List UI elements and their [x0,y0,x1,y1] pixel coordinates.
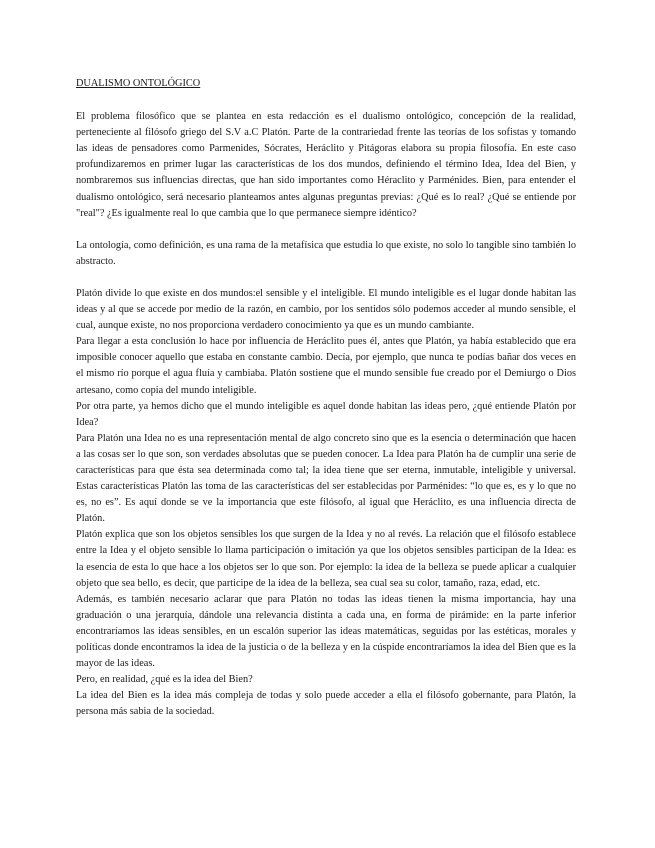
paragraph-hierarchy: Además, es también necesario aclarar que para Platón no todas las ideas tienen la misma importancia, hay una graduación o una jerarquía, dándole una relevancia distinta a cada una, en forma de pirámide: en la parte inferior encontraríamos las ideas sensibles, en un escalón superior las ideas matemáticas, seguidas por las estéticas, morales y políticas donde encontramos la idea de la justicia o de la belleza y en la cúspide encontraríamos la idea del Bien que es la mayor de las ideas. [76,593,576,670]
document-page [76,76,576,720]
paragraph-idea-question: Por otra parte, ya hemos dicho que el mundo inteligible es aquel donde habitan las ideas pero, ¿qué entiende Platón por Idea? [76,400,576,428]
paragraph-idea-definition: Para Platón una Idea no es una representación mental de algo concreto sino que es la esencia o determinación que hacen a las cosas ser lo que son, son verdades absolutas que se pueden conocer. La Idea para Platón ha de cumplir una serie de características para que ésta sea determinada como tal; la idea tiene que ser eterna, inmutable, inteligible y universal. Estas características Platón las toma de las características del ser establecidas por Parménides: “lo que es, es y lo que no es, no es”. Es aquí donde se ve la importancia que este filósofo, al igual que Heráclito, es una influencia directa de Platón. [76,432,576,525]
paragraph-ontology-definition: La ontología, como definición, es una rama de la metafísica que estudia lo que existe, no solo lo tangible sino también lo abstracto. [76,239,576,267]
document-title: DUALISMO ONTOLÓGICO [76,78,201,89]
paragraph-intro: El problema filosófico que se plantea en esta redacción es el dualismo ontológico, concepción de la realidad, perteneciente al filósofo griego del S.V a.C Platón. Parte de la contrariedad frente las teorías de los sofistas y tomando las ideas de pensadores como Parmenides, Sócrates, Heráclito y Pitágoras elabora su propia filosofía. En este caso profundizaremos en primer lugar las características de los dos mundos, definiendo el término Idea, Idea del Bien, y nombraremos sus influencias directas, que han sido importantes como Héraclito y Parménides. Bien, para entender el dualismo ontológico, será necesario planteamos antes algunas preguntas previas: ¿Qué es lo real? ¿Qué se entiende por "real"? ¿Es igualmente real lo que cambia que lo que permanece siempre idéntico? [76,111,576,219]
paragraph-heraclitus: Para llegar a esta conclusión lo hace por influencia de Heráclito pues él, antes que Platón, ya había establecido que era imposible conocer aquello que estaba en constante cambio. Decía, por ejemplo, que nunca te podías bañar dos veces en el mismo río porque el agua fluía y cambiaba. Platón sostiene que el mundo sensible fue creado por el Demiurgo o Dios artesano, como copia del mundo inteligible. [76,336,576,396]
paragraph-good-question: Pero, en realidad, ¿qué es la idea del Bien? [76,674,253,686]
paragraph-participation: Platón explica que son los objetos sensibles los que surgen de la Idea y no al revés. La relación que el filósofo establece entre la Idea y el objeto sensible lo llama participación o imitación ya que los objetos sensibles participan de la Idea: es la esencia de esta lo que hace a los objetos ser lo que son. Por ejemplo: la idea de la belleza se puede aplicar a cualquier objeto que sea bello, es decir, que participe de la idea de la belleza, sea cual sea su color, tamaño, raza, edad, etc. [76,529,576,589]
paragraph-two-worlds: Platón divide lo que existe en dos mundos:el sensible y el inteligible. El mundo inteligible es el lugar donde habitan las ideas y al que se accede por medio de la razón, en cambio, por los sentidos sólo podemos acceder al mundo sensible, el cual, aunque existe, no nos proporciona verdadero conocimiento ya que es un mundo cambiante. [76,287,576,332]
paragraph-good-idea: La idea del Bien es la idea más compleja de todas y solo puede acceder a ella el filósofo gobernante, para Platón, la persona más sabia de la sociedad. [76,690,576,718]
